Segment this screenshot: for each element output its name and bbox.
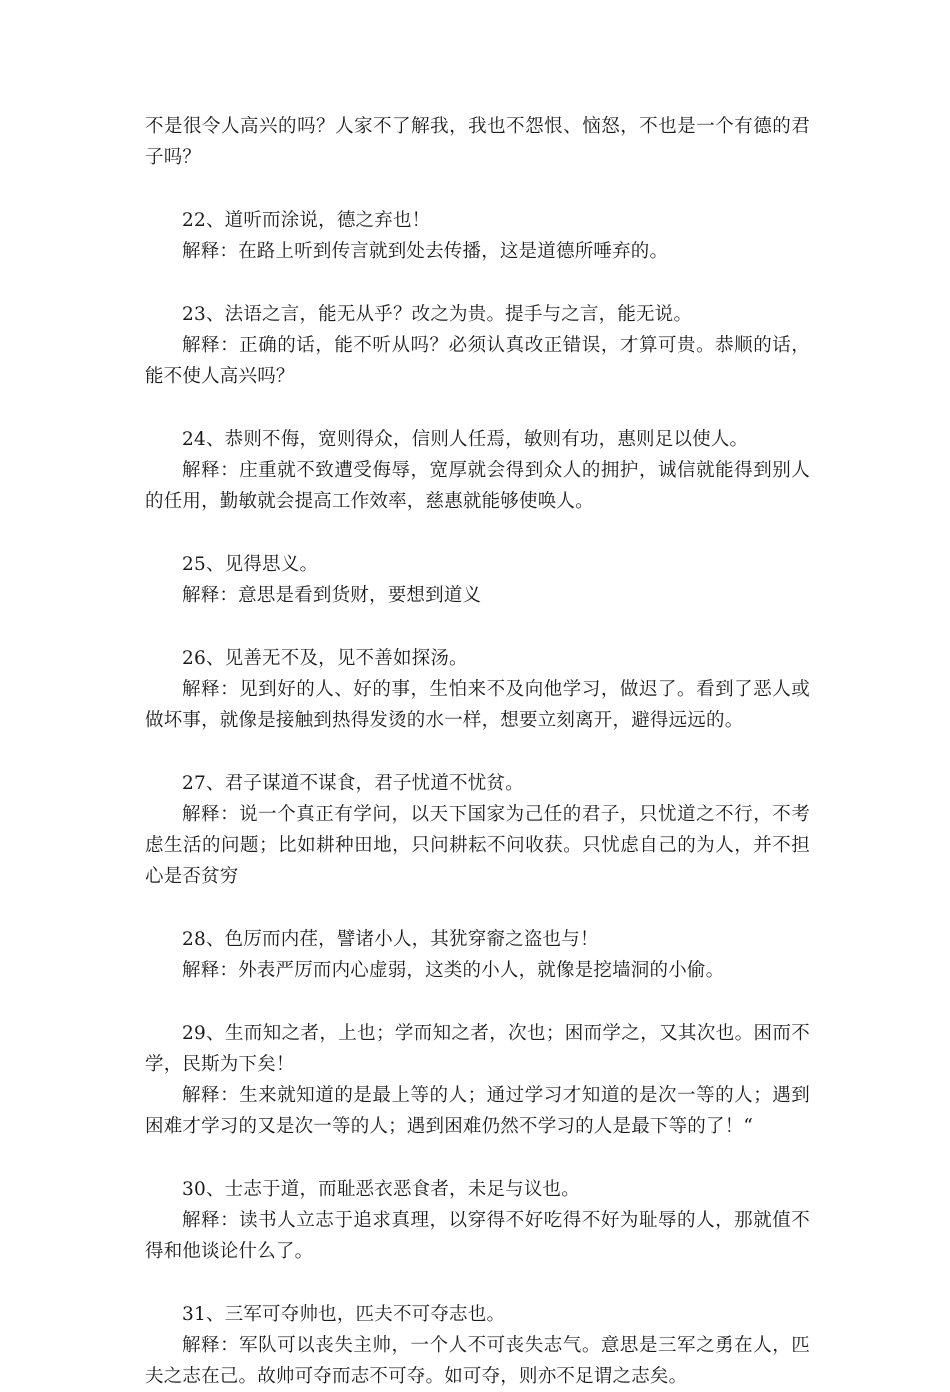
entry-explanation: 解释：军队可以丧失主帅，一个人不可丧失志气。意思是三军之勇在人，匹夫之志在己。故帅可夺而志不可夺。如可夺，则亦不足谓之志矣。 bbox=[145, 1335, 810, 1387]
entry-quote: 24、恭则不侮，宽则得众，信则人任焉，敏则有功，惠则足以使人。 bbox=[182, 429, 749, 450]
entry-quote: 30、士志于道，而耻恶衣恶食者，未足与议也。 bbox=[182, 1179, 580, 1200]
entry-24 bbox=[145, 424, 810, 517]
entry-explanation: 解释：庄重就不致遭受侮辱，宽厚就会得到众人的拥护，诚信就能得到别人的任用，勤敏就会提高工作效率，慈惠就能够使唤人。 bbox=[145, 460, 810, 512]
entry-quote: 26、见善无不及，见不善如探汤。 bbox=[182, 648, 468, 669]
entry-quote: 22、道听而涂说，德之弃也！ bbox=[182, 210, 431, 231]
entry-27 bbox=[145, 768, 810, 892]
entry-29 bbox=[145, 1018, 810, 1142]
entry-quote: 28、色厉而内荏，譬诸小人，其犹穿窬之盗也与！ bbox=[182, 929, 599, 950]
intro-paragraph: 不是很令人高兴的吗？人家不了解我，我也不怨恨、恼怒，不也是一个有德的君子吗？ bbox=[145, 116, 810, 168]
entry-quote: 23、法语之言，能无从乎？改之为贵。提手与之言，能无说。 bbox=[182, 304, 693, 325]
entry-explanation: 解释：意思是看到货财，要想到道义 bbox=[182, 585, 482, 606]
entry-26 bbox=[145, 643, 810, 736]
entry-quote: 31、三军可夺帅也，匹夫不可夺志也。 bbox=[182, 1304, 506, 1325]
entry-explanation: 解释：外表严厉而内心虚弱，这类的小人，就像是挖墙洞的小偷。 bbox=[182, 960, 725, 981]
entry-22 bbox=[145, 205, 810, 267]
entry-explanation: 解释：生来就知道的是最上等的人；通过学习才知道的是次一等的人；遇到困难才学习的又是次一等的人；遇到困难仍然不学习的人是最下等的了！“ bbox=[145, 1085, 810, 1137]
entry-31 bbox=[145, 1299, 810, 1392]
entry-28 bbox=[145, 924, 810, 986]
document-page bbox=[145, 111, 810, 1392]
entry-quote: 29、生而知之者，上也；学而知之者，次也；困而学之，又其次也。困而不学，民斯为下矣！ bbox=[145, 1023, 810, 1075]
entry-quote: 27、君子谋道不谋食，君子忧道不忧贫。 bbox=[182, 773, 524, 794]
entry-explanation: 解释：正确的话，能不听从吗？必须认真改正错误，才算可贵。恭顺的话，能不使人高兴吗？ bbox=[145, 335, 810, 387]
entry-30 bbox=[145, 1174, 810, 1267]
entry-explanation: 解释：见到好的人、好的事，生怕来不及向他学习，做迟了。看到了恶人或做坏事，就像是接触到热得发烫的水一样，想要立刻离开，避得远远的。 bbox=[145, 679, 810, 731]
entry-25 bbox=[145, 549, 810, 611]
entry-quote: 25、见得思义。 bbox=[182, 554, 319, 575]
entry-explanation: 解释：说一个真正有学问，以天下国家为己任的君子，只忧道之不行，不考虑生活的问题；比如耕种田地，只问耕耘不问收获。只忧虑自己的为人，并不担心是否贫穷 bbox=[145, 804, 810, 887]
entry-explanation: 解释：在路上听到传言就到处去传播，这是道德所唾弃的。 bbox=[182, 241, 669, 262]
entry-23 bbox=[145, 299, 810, 392]
entry-explanation: 解释：读书人立志于追求真理，以穿得不好吃得不好为耻辱的人，那就值不得和他谈论什么了。 bbox=[145, 1210, 810, 1262]
